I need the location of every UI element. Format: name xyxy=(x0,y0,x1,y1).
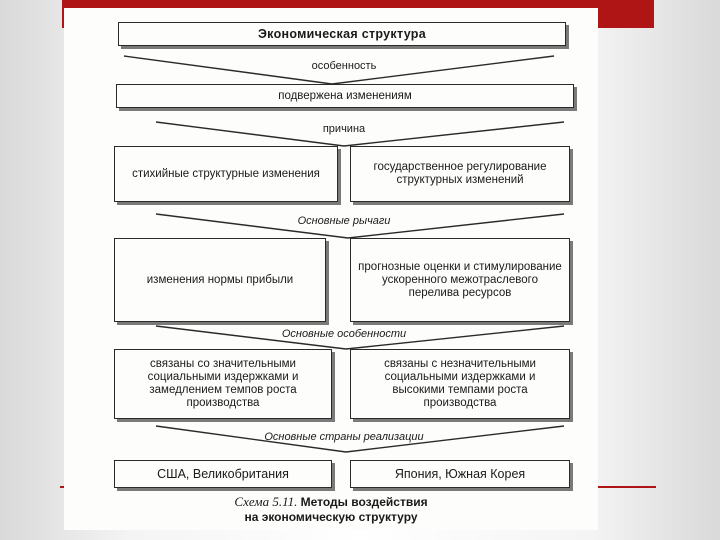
cause-left-box: стихийные структурные изменения xyxy=(114,146,338,202)
title-box: Экономическая структура xyxy=(118,22,566,46)
feature-right-box: связаны с незначительными социальными издержками и высокими темпами роста производства xyxy=(350,349,570,419)
feature-left-box: связаны со значительными социальными издержками и замедлением темпов роста производства xyxy=(114,349,332,419)
scheme-sheet xyxy=(64,8,598,530)
caption-line1 xyxy=(64,495,598,509)
countries-right-box: Япония, Южная Корея xyxy=(350,460,570,488)
cause-label: причина xyxy=(322,123,366,135)
cause-right-box: государственное регулирование структурных изменений xyxy=(350,146,570,202)
feature-label: особенность xyxy=(311,60,377,72)
caption-subtitle: на экономическую структуру xyxy=(244,510,418,524)
countries-left-box: США, Великобритания xyxy=(114,460,332,488)
caption-title: Методы воздействия xyxy=(300,495,428,509)
caption-line2 xyxy=(64,510,598,524)
levers-label: Основные рычаги xyxy=(297,215,391,227)
lever-left-box: изменения нормы прибыли xyxy=(114,238,326,322)
countries-label: Основные страны реализации xyxy=(264,431,424,443)
lever-right-box: прогнозные оценки и стимулирование ускоренного межотраслевого перелива ресурсов xyxy=(350,238,570,322)
features-label: Основные особенности xyxy=(281,328,407,340)
feature-box: подвержена изменениям xyxy=(116,84,574,108)
caption-number: Схема 5.11. xyxy=(234,494,298,509)
